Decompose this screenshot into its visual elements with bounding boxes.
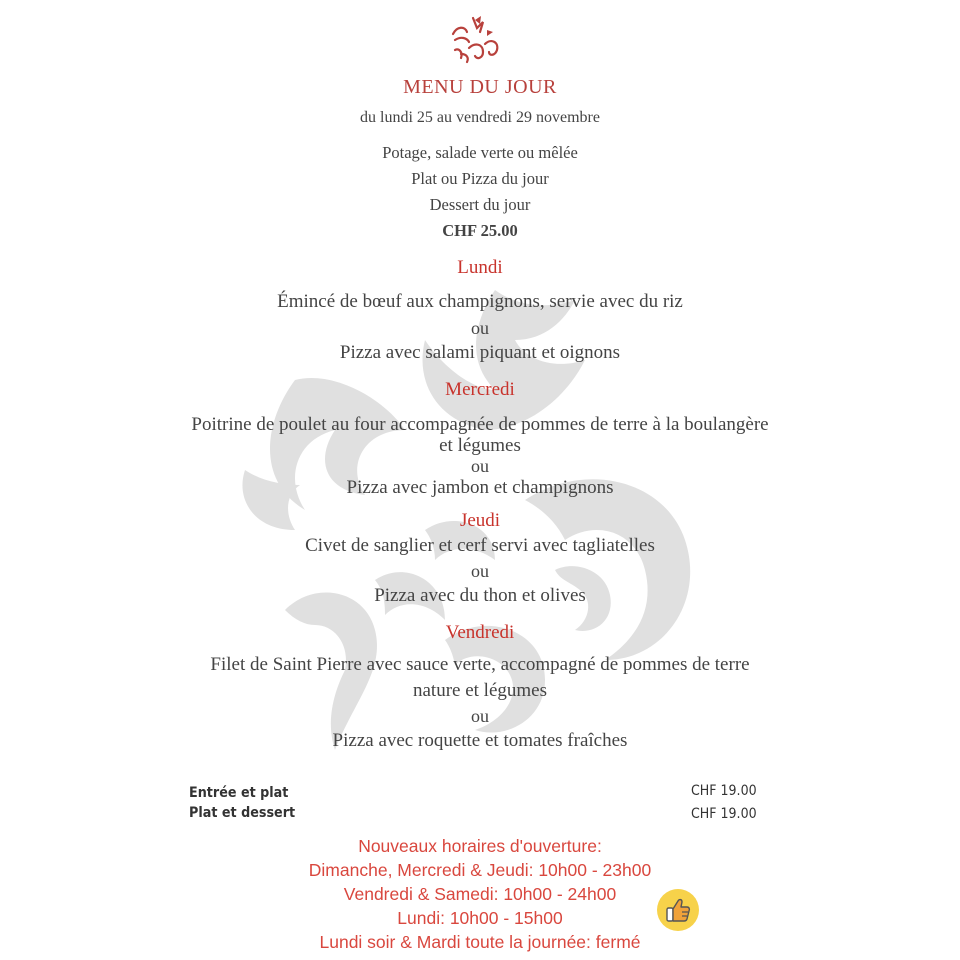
vendredi-or: ou xyxy=(471,706,489,726)
hours-line-2: Vendredi & Samedi: 10h00 - 24h00 xyxy=(343,884,617,904)
vendredi-dish-line2: nature et légumes xyxy=(412,680,547,701)
mercredi-dish-line2: et légumes xyxy=(439,435,521,456)
menu-price: CHF 25.00 xyxy=(442,221,518,240)
day-lundi-heading: Lundi xyxy=(457,257,503,278)
hours-heading: Nouveaux horaires d'ouverture: xyxy=(358,836,602,856)
day-jeudi-heading: Jeudi xyxy=(459,510,501,531)
combo-price-plat-dessert: CHF 19.00 xyxy=(691,806,757,822)
vendredi-pizza: Pizza avec roquette et tomates fraîches xyxy=(332,730,628,751)
combo-label-entree-plat: Entrée et plat xyxy=(189,785,289,801)
day-vendredi-heading: Vendredi xyxy=(445,622,515,643)
hours-line-4: Lundi soir & Mardi toute la journée: fermé xyxy=(319,932,641,952)
hours-line-1: Dimanche, Mercredi & Jeudi: 10h00 - 23h00 xyxy=(308,860,652,880)
course-starter: Potage, salade verte ou mêlée xyxy=(382,143,578,162)
jeudi-dish: Civet de sanglier et cerf servi avec tagliatelles xyxy=(305,535,655,556)
menu-dates: du lundi 25 au vendredi 29 novembre xyxy=(360,109,600,126)
course-dessert: Dessert du jour xyxy=(429,195,531,214)
vendredi-dish-line1: Filet de Saint Pierre avec sauce verte, accompagné de pommes de terre xyxy=(210,654,750,675)
day-mercredi-heading: Mercredi xyxy=(445,379,515,400)
thumbs-up-icon xyxy=(656,888,700,932)
jeudi-pizza: Pizza avec du thon et olives xyxy=(374,585,586,606)
jeudi-or: ou xyxy=(471,561,489,581)
combo-label-plat-dessert: Plat et dessert xyxy=(189,805,296,821)
menu-title: MENU DU JOUR xyxy=(403,76,557,98)
floral-logo-icon xyxy=(447,14,503,66)
lundi-or: ou xyxy=(471,318,489,338)
hours-line-3: Lundi: 10h00 - 15h00 xyxy=(397,908,563,928)
mercredi-or: ou xyxy=(471,456,489,476)
course-main: Plat ou Pizza du jour xyxy=(411,169,549,188)
combo-price-entree-plat: CHF 19.00 xyxy=(691,783,757,799)
mercredi-dish-line1: Poitrine de poulet au four accompagnée de pommes de terre à la boulangère xyxy=(191,414,769,435)
lundi-pizza: Pizza avec salami piquant et oignons xyxy=(339,342,621,363)
lundi-dish: Émincé de bœuf aux champignons, servie avec du riz xyxy=(277,291,683,312)
mercredi-pizza: Pizza avec jambon et champignons xyxy=(346,477,614,498)
